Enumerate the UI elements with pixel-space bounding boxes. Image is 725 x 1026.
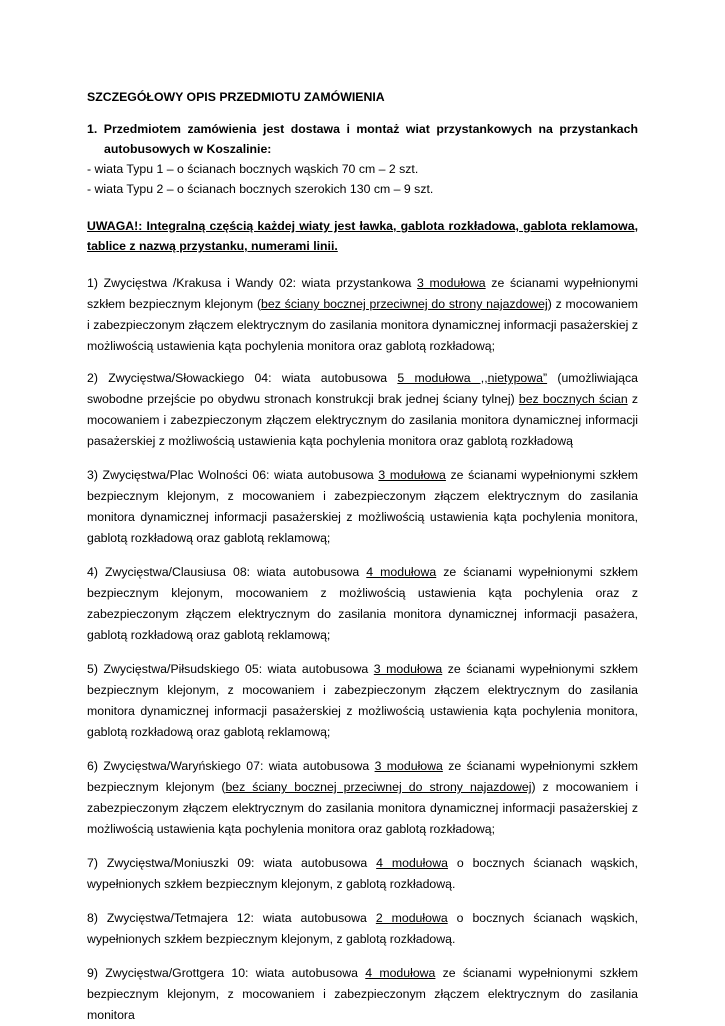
item-text: ze ścianami wypełnionymi szkłem bezpiecznym klejonym, mocowaniem z możliwością ustawienia kąta pochylenia oraz z zabezpieczonym złączem elektrycznym do zasilania monitora dynamicznej informacji pasażera, gablotą rozkładową oraz gablotą reklamową;: [87, 565, 639, 642]
section-1-heading: 1. Przedmiotem zamówienia jest dostawa i montaż wiat przystankowych na przystankach autobusowych w Koszalinie:: [87, 122, 638, 156]
item-text: ze ścianami wypełnionymi szkłem bezpiecznym klejonym, z mocowaniem i zabezpieczonym złączem elektrycznym do zasilania monitora dynamicznej informacji pasażerskiej z możliwością ustawienia kąta pochylenia monitora, gablotą rozkładową oraz gablotą reklamową;: [87, 662, 638, 739]
section-1-line-1: - wiata Typu 1 – o ścianach bocznych wąskich 70 cm – 2 szt.: [87, 162, 419, 176]
item-wall-note: bez ściany bocznej przeciwnej do strony najazdowej: [225, 780, 532, 794]
document-page: [87, 88, 638, 1026]
list-item: [87, 368, 638, 452]
list-item: [87, 562, 638, 646]
item-module-count: 4 modułowa: [365, 966, 436, 980]
item-module-count: 3 modułowa: [374, 759, 443, 773]
item-text: 4) Zwycięstwa/Clausiusa 08: wiata autobusowa: [87, 565, 367, 579]
item-module-count: 2 modułowa: [375, 911, 448, 925]
item-text: ) z mocowaniem i zabezpieczonym złączem elektrycznym do zasilania monitora dynamicznej informacji pasażerskiej z możliwością ustawienia kąta pochylenia monitora oraz gablotą rozkładową;: [87, 297, 638, 353]
item-text: 9) Zwycięstwa/Grottgera 10: wiata autobusowa: [87, 966, 366, 980]
item-module-count: 4 modułowa: [366, 565, 437, 579]
list-item: [87, 756, 638, 840]
list-item: [87, 963, 638, 1026]
item-wall-note: bez ściany bocznej przeciwnej do strony najazdowej: [261, 297, 548, 311]
section-1-line-2: - wiata Typu 2 – o ścianach bocznych szerokich 130 cm – 9 szt.: [87, 182, 434, 196]
item-module-count: 4 modułowa: [376, 856, 448, 870]
item-module-count: 3 modułowa: [378, 468, 446, 482]
list-item: [87, 908, 638, 950]
item-text: 6) Zwycięstwa/Waryńskiego 07: wiata autobusowa: [87, 759, 375, 773]
item-text: 5) Zwycięstwa/Piłsudskiego 05: wiata autobusowa: [87, 662, 374, 676]
uwaga-note: UWAGA!: Integralną częścią każdej wiaty jest ławka, gablota rozkładowa, gablota reklamowa, tablice z nazwą przystanku, numerami linii.: [87, 219, 638, 253]
item-text: ze ścianami wypełnionymi szkłem bezpiecznym klejonym, z mocowaniem i zabezpieczonym złączem elektrycznym do zasilania monitora: [87, 966, 639, 1022]
item-text: (umożliwiająca swobodne przejście po obydwu stronach konstrukcji brak jednej ściany tylnej): [87, 371, 638, 406]
document-title: SZCZEGÓŁOWY OPIS PRZEDMIOTU ZAMÓWIENIA: [87, 90, 385, 104]
item-text: ) z mocowaniem i zabezpieczonym złączem elektrycznym do zasilania monitora dynamicznej informacji pasażerskiej z możliwością ustawienia kąta pochylenia monitora oraz gablotą rozkładową;: [87, 780, 638, 836]
item-text: o bocznych ścianach wąskich, wypełnionych szkłem bezpiecznym klejonym, z gablotą rozkładową.: [87, 911, 639, 946]
item-text: ze ścianami wypełnionymi szkłem bezpiecznym klejonym, z mocowaniem i zabezpieczonym złączem elektrycznym do zasilania monitora dynamicznej informacji pasażerskiej z możliwością ustawienia kąta pochylenia monitora, gablotą rozkładową oraz gablotą reklamową;: [87, 468, 638, 545]
item-module-count: 3 modułowa: [417, 276, 486, 290]
list-item: [87, 853, 638, 895]
item-text: 7) Zwycięstwa/Moniuszki 09: wiata autobusowa: [87, 856, 377, 870]
item-module-count: 3 modułowa: [373, 662, 443, 676]
item-text: o bocznych ścianach wąskich, wypełnionych szkłem bezpiecznym klejonym, z gablotą rozkładową.: [87, 856, 639, 891]
item-text: 2) Zwycięstwa/Słowackiego 04: wiata autobusowa: [87, 371, 398, 385]
item-wall-note: bez bocznych ścian: [518, 392, 628, 406]
item-text: ze ścianami wypełnionymi szkłem bezpiecznym klejonym (: [87, 759, 638, 794]
item-text: 1) Zwycięstwa /Krakusa i Wandy 02: wiata przystankowa: [87, 276, 418, 290]
list-item: [87, 273, 638, 357]
item-text: 3) Zwycięstwa/Plac Wolności 06: wiata autobusowa: [87, 468, 379, 482]
list-item: [87, 659, 638, 743]
item-module-count: 5 modułowa ,,nietypowa”: [397, 371, 548, 385]
item-text: z mocowaniem i zabezpieczonym złączem elektrycznym do zasilania monitora dynamicznej informacji pasażerskiej z możliwością ustawienia kąta pochylenia monitora oraz gablotą rozkładową: [87, 392, 638, 448]
item-text: ze ścianami wypełnionymi szkłem bezpiecznym klejonym (: [87, 276, 638, 311]
list-item: [87, 465, 638, 549]
item-text: 8) Zwycięstwa/Tetmajera 12: wiata autobusowa: [87, 911, 376, 925]
